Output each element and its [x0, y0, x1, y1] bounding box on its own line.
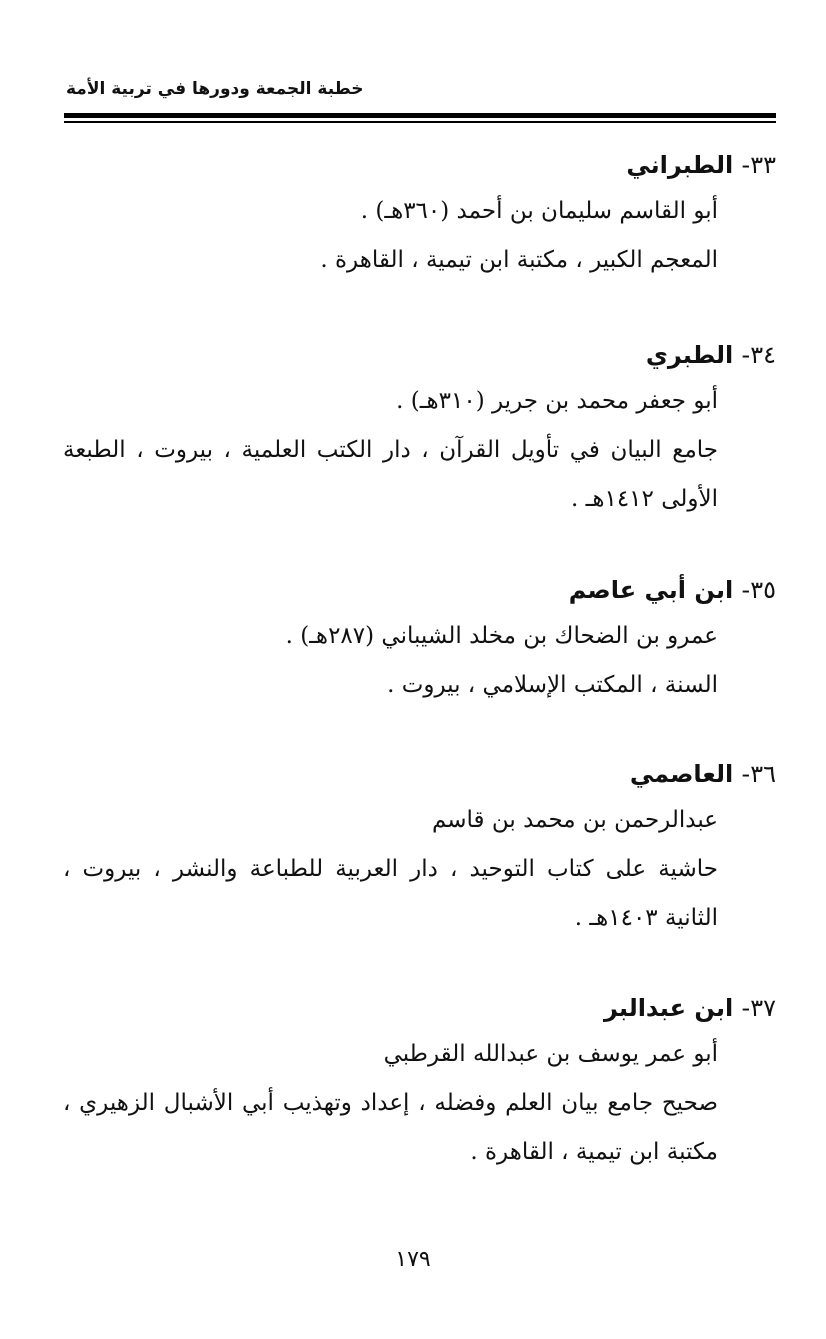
- entry-author: ابن أبي عاصم: [568, 576, 734, 604]
- bibliography-entry-33: [63, 143, 776, 285]
- entry-line: السنة ، المكتب الإسلامي ، بيروت .: [387, 672, 718, 698]
- entry-heading: [63, 986, 776, 1030]
- entry-line: حاشية على كتاب التوحيد ، دار العربية للطباعة والنشر ، بيروت ،: [63, 856, 718, 882]
- entry-author: العاصمي: [629, 760, 734, 788]
- entry-line: أبو عمر يوسف بن عبدالله القرطبي: [383, 1041, 718, 1067]
- entry-heading: [63, 143, 776, 187]
- entry-line: مكتبة ابن تيمية ، القاهرة .: [470, 1139, 718, 1165]
- entry-heading: [63, 752, 776, 796]
- entry-line: عبدالرحمن بن محمد بن قاسم: [431, 807, 718, 833]
- entry-number: ٣٤-: [741, 341, 776, 369]
- entry-line: أبو القاسم سليمان بن أحمد (٣٦٠هـ) .: [360, 198, 718, 224]
- bibliography-entry-34: [63, 333, 776, 524]
- entry-number: ٣٦-: [741, 760, 776, 788]
- entry-heading: [63, 333, 776, 377]
- entry-line: أبو جعفر محمد بن جرير (٣١٠هـ) .: [396, 388, 718, 414]
- entry-line: الثانية ١٤٠٣هـ .: [574, 905, 718, 931]
- entry-number: ٣٥-: [741, 576, 776, 604]
- entry-line: عمرو بن الضحاك بن مخلد الشيباني (٢٨٧هـ) .: [285, 623, 718, 649]
- entry-line: الأولى ١٤١٢هـ .: [570, 486, 718, 512]
- entry-number: ٣٣-: [741, 151, 776, 179]
- bibliography-entry-37: [63, 986, 776, 1177]
- entry-line: صحيح جامع بيان العلم وفضله ، إعداد وتهذيب أبي الأشبال الزهيري ،: [63, 1090, 718, 1116]
- entry-line: المعجم الكبير ، مكتبة ابن تيمية ، القاهرة .: [320, 247, 718, 273]
- entry-line: جامع البيان في تأويل القرآن ، دار الكتب العلمية ، بيروت ، الطبعة: [63, 437, 718, 463]
- entry-author: ابن عبدالبر: [603, 994, 734, 1022]
- entry-number: ٣٧-: [741, 994, 776, 1022]
- entry-heading: [63, 568, 776, 612]
- page-number: ١٧٩: [395, 1247, 431, 1272]
- bibliography-entry-35: [63, 568, 776, 710]
- bibliography-entry-36: [63, 752, 776, 943]
- entry-author: الطبري: [645, 341, 734, 369]
- entry-author: الطبراني: [626, 151, 734, 179]
- running-header-title: خطبة الجمعة ودورها في تربية الأمة: [66, 79, 364, 99]
